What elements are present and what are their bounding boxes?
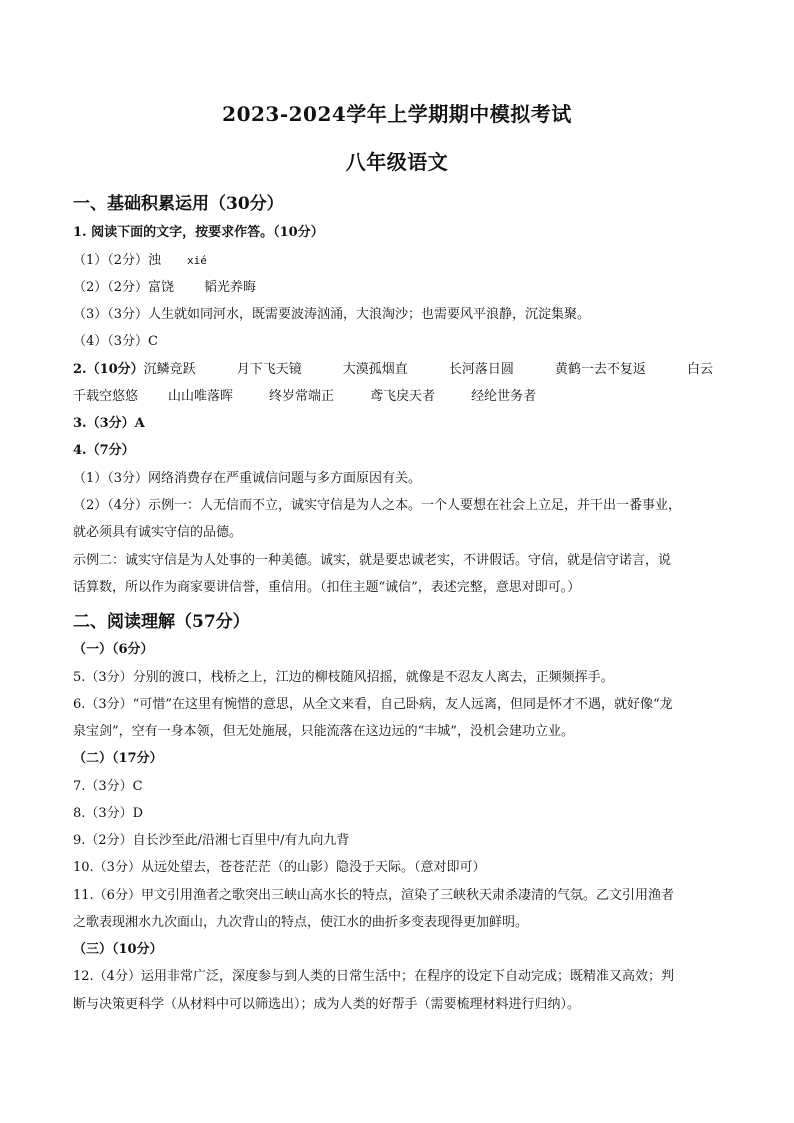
q2-answer-row-2 — [73, 387, 723, 407]
q12-answer-line-1: 12.（4分）运用非常广泛，深度参与到人类的日常生活中；在程序的设定下自动完成；既精准又高效；判 — [73, 969, 674, 984]
q4-2-answer-line-2: 就必须具有诚实守信的品德。 — [73, 525, 243, 540]
q4-2-answer-line-3: 示例二：诚实守信是为人处事的一种美德。诚实，就是要忠诚老实，不讲假话。守信，就是信守诺言，说 — [73, 553, 672, 568]
q2-item: 黄鹤一去不复返 — [554, 362, 646, 377]
q8-answer: 8.（3分）D — [73, 806, 144, 821]
part-2-heading: （二）（17分） — [73, 751, 163, 766]
q12-answer-line-2: 断与决策更科学（从材料中可以筛选出）；成为人类的好帮手（需要梳理材料进行归纳）。 — [73, 997, 581, 1012]
q1-1-answer — [73, 251, 723, 271]
q2-item: 白云 — [686, 362, 713, 377]
q1-4-answer: （4）（3分）C — [73, 334, 158, 349]
q2-item: 沉鳞竞跃 — [143, 362, 196, 377]
part-3-heading: （三）（10分） — [73, 942, 163, 957]
q2-item: 月下飞天镜 — [236, 362, 302, 377]
q2-item: 千载空悠悠 — [73, 389, 139, 404]
q4-2-answer-line-4: 话算数，所以作为商家要讲信誉，重信用。（扣住主题“诚信”，表述完整，意思对即可。） — [73, 580, 581, 595]
q2-item: 鸢飞戾天者 — [370, 389, 436, 404]
q1-heading: 1. 阅读下面的文字，按要求作答。（10分） — [73, 225, 324, 240]
q1-2-label: （2）（2分）富饶 — [73, 280, 175, 295]
q6-answer-line-1: 6.（3分）“可惜”在这里有惋惜的意思，从全文来看，自己卧病，友人远离，但同是怀才不遇，就好像“龙 — [73, 697, 673, 712]
q4-2-answer-line-1: （2）（4分）示例一：人无信而不立，诚实守信是为人之本。一个人要想在社会上立足，并干出一番事业， — [73, 498, 682, 513]
q9-answer: 9.（2分）自长沙至此/沿湘七百里中/有九向九背 — [73, 833, 350, 848]
q1-1-label: （1）（2分）浊 — [73, 253, 162, 268]
q3-answer: 3.（3分）A — [73, 416, 145, 431]
q2-item: 经纶世务者 — [471, 389, 537, 404]
q2-label: 2.（10分） — [73, 362, 144, 377]
q1-3-answer: （3）（3分）人生就如同河水，既需要波涛汹涌，大浪淘沙；也需要风平浪静，沉淀集聚。 — [73, 307, 591, 322]
section-1-heading: 一、基础积累运用（30分） — [73, 194, 284, 214]
q11-answer-line-1: 11.（6分）甲文引用渔者之歌突出三峡山高水长的特点，渲染了三峡秋天肃杀凄清的气氛。乙文引用渔者 — [73, 888, 674, 903]
page-subtitle: 八年级语文 — [345, 150, 449, 174]
q2-item: 山山唯落晖 — [168, 389, 234, 404]
part-1-heading: （一）（6分） — [73, 642, 154, 657]
q6-answer-line-2: 泉宝剑”，空有一身本领，但无处施展，只能流落在这边远的“丰城”，没机会建功立业。 — [73, 724, 574, 739]
q1-2-word: 韬光养晦 — [204, 280, 257, 295]
q2-item: 终岁常端正 — [269, 389, 335, 404]
q1-2-answer — [73, 278, 723, 298]
q4-1-answer: （1）（3分）网络消费存在严重诚信问题与多方面原因有关。 — [73, 471, 422, 486]
q1-1-pinyin: xié — [187, 254, 207, 267]
q10-answer: 10.（3分）从远处望去，苍苍茫茫（的山影）隐没于天际。（意对即可） — [73, 860, 486, 875]
q4-heading: 4.（7分） — [73, 443, 135, 458]
q7-answer: 7.（3分）C — [73, 779, 143, 794]
q5-answer: 5.（3分）分别的渡口，栈桥之上，江边的柳枝随风招摇，就像是不忍友人离去，正频频挥手。 — [73, 670, 614, 685]
q2-item: 长河落日圆 — [448, 362, 514, 377]
q11-answer-line-2: 之歌表现湘水九次面山，九次背山的特点，使江水的曲折多变表现得更加鲜明。 — [73, 915, 529, 930]
q2-answer-row-1 — [73, 360, 723, 380]
section-2-heading: 二、阅读理解（57分） — [73, 612, 250, 632]
q2-item: 大漠孤烟直 — [342, 362, 408, 377]
page-title: 2023-2024学年上学期期中模拟考试 — [222, 102, 572, 126]
